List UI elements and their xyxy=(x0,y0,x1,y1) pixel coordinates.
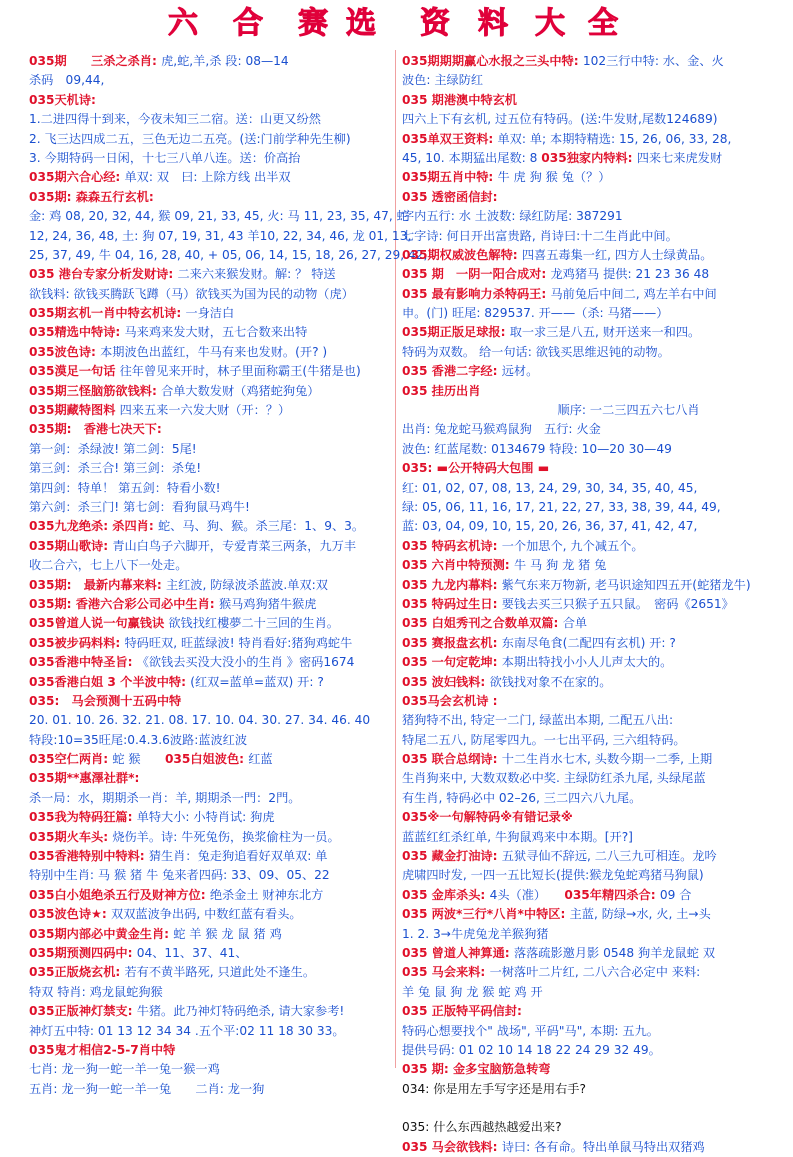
section-heading: 035期: 最新内幕来料: xyxy=(29,577,166,592)
section-text: 特别中生肖: 马 猴 猪 牛 兔来者四码: 33、09、05、22 xyxy=(29,868,330,883)
section-text: 五肖: 龙一狗一蛇一羊一兔 二肖: 龙一狗 xyxy=(29,1081,265,1096)
title-char-5: 资 xyxy=(420,6,450,41)
section-heading: 035期 三杀之杀肖: xyxy=(29,54,162,68)
section-heading: 035 马会欲钱料: xyxy=(402,1139,502,1154)
section-text: 12, 24, 36, 48, 土: 狗 07, 19, 31, 43 羊10, 22, 34, 46, 龙 01, 13, xyxy=(29,228,412,243)
right-line xyxy=(402,246,782,265)
section-text: 取一求三是八五, 财开送来一和四。 xyxy=(509,325,701,340)
section-heading: 035 白姐秀刊之合数单双篇: xyxy=(402,616,563,631)
section-text: 马前兔后中间二, 鸡左羊右中间 xyxy=(550,286,717,301)
left-line xyxy=(29,653,392,672)
title-char-8: 全 xyxy=(588,6,618,41)
right-line xyxy=(402,1041,782,1060)
section-text: 顺序: 一二三四五六七八肖 xyxy=(484,403,700,418)
section-text: 申。(门) 旺尾: 829537. 开——（杀: 马猪——） xyxy=(402,306,669,321)
left-line xyxy=(29,323,392,342)
section-heading: 035期: 香港六合彩公司必中生肖: xyxy=(29,596,219,611)
section-text: 第三剑：杀三合! 第三剑：杀兔! xyxy=(29,461,202,476)
section-text: 远材。 xyxy=(501,364,539,379)
right-line xyxy=(402,343,782,362)
right-line xyxy=(402,1060,782,1079)
title-char-2: 合 xyxy=(233,6,263,41)
section-text: 五狱寻仙不辞远, 二八三九可相连。龙吟 xyxy=(501,849,717,864)
left-line xyxy=(29,614,392,633)
section-text: 十二生肖水七木, 头数今期一二季, 上期 xyxy=(501,752,713,767)
right-line xyxy=(402,323,782,342)
page-title xyxy=(0,4,793,48)
section-text: 特双 特肖: 鸡龙鼠蛇狗猴 xyxy=(29,984,163,999)
left-line xyxy=(29,1022,392,1041)
section-text: 虎啸四时发, 一四一五比短长(提供:猴龙兔蛇鸡猪马狗鼠) xyxy=(402,868,704,883)
left-line xyxy=(29,595,392,614)
section-text: 牛 马 狗 龙 猪 兔 xyxy=(513,558,607,573)
section-heading: 035香港特别中特料: xyxy=(29,849,149,864)
section-text: 牛 虎 狗 猴 兔（？） xyxy=(497,170,611,185)
section-text: 蛇 羊 猴 龙 鼠 猪 鸡 xyxy=(173,926,282,941)
section-text: 若有不黄半路死, 只道此处不逢生。 xyxy=(124,965,316,980)
section-heading: 035 九龙内幕料: xyxy=(402,577,502,592)
section-text: 金: 鸡 08, 20, 32, 44, 猴 09, 21, 33, 45, 火: 马 11, 23, 35, 47, 蛇 xyxy=(29,209,409,224)
title-char-7: 大 xyxy=(535,6,565,41)
left-line xyxy=(29,556,392,575)
section-text: 字内五行: 水 土波数: 绿红防尾: 387291 xyxy=(402,209,623,224)
left-line xyxy=(29,188,392,207)
left-line xyxy=(29,110,392,129)
section-text: 要钱去买三只猴子五只鼠。 密码《2651》 xyxy=(501,596,734,611)
right-line xyxy=(402,692,782,711)
section-heading: 035期山歌诗: xyxy=(29,538,113,553)
section-heading: 035白小姐绝杀五行及财神方位: xyxy=(29,887,210,902)
section-heading: 035我为特码狂篇: xyxy=(29,810,137,825)
section-heading: 035波色诗★: xyxy=(29,907,112,922)
right-line xyxy=(402,576,782,595)
section-text: 034: 你是用左手写字还是用右手? xyxy=(402,1081,586,1096)
section-heading: 035期内部必中黄金生肖: xyxy=(29,926,174,941)
left-line xyxy=(29,634,392,653)
left-line xyxy=(29,479,392,498)
section-heading: 035波色诗: xyxy=(29,344,101,359)
right-line xyxy=(402,265,782,284)
right-line xyxy=(402,304,782,323)
right-line xyxy=(402,886,782,905)
right-line xyxy=(402,808,782,827)
section-heading: 035 期港澳中特玄机 xyxy=(402,92,517,107)
section-text: 红: 01, 02, 07, 08, 13, 24, 29, 30, 34, 35, 40, 45, xyxy=(402,480,698,495)
right-column xyxy=(402,52,782,1154)
section-heading: 035年精四杀合: xyxy=(564,887,660,902)
section-text: 二来六来猴发财。解: ？ 特送 xyxy=(177,267,336,282)
section-heading: 035空仁两肖: xyxy=(29,752,113,767)
section-text: 1.二进四得十到来，今夜未知三二宿。送：山更又纷然 xyxy=(29,112,321,127)
right-line xyxy=(402,614,782,633)
section-text: 落落疏影邀月影 0548 狗羊龙鼠蛇 双 xyxy=(513,945,716,960)
right-line xyxy=(402,1099,782,1118)
left-line xyxy=(29,828,392,847)
right-line xyxy=(402,866,782,885)
left-column xyxy=(29,52,428,1096)
section-heading: 035期: 香港七决天下: xyxy=(29,422,162,437)
left-line xyxy=(29,847,392,866)
right-line xyxy=(402,382,782,401)
left-line xyxy=(29,71,392,90)
section-text: 一树落叶二片红, 二八六合必定中 来料: xyxy=(489,965,701,980)
section-text: 烧伤羊。诗: 牛死兔伤，换浆偷柱为一员。 xyxy=(112,829,340,844)
section-heading: 035鬼才相信2-5-7肖中特 xyxy=(29,1042,176,1057)
section-text: 本期出特找小小人儿声太大的。 xyxy=(501,655,673,670)
section-text: 45, 10. 本期猛出尾数: 8 xyxy=(402,150,542,165)
left-line xyxy=(29,769,392,788)
right-line xyxy=(402,595,782,614)
section-heading: 035独家内特料: xyxy=(541,150,637,165)
left-line xyxy=(29,168,392,187)
section-text: 特码心想要找个" 战场", 平码"马", 本期: 五九。 xyxy=(402,1023,659,1038)
right-line xyxy=(402,285,782,304)
section-text: 猴马鸡狗猪牛猴虎 xyxy=(218,596,317,611)
section-text: 四喜五毒集一红, 四方人士绿黄品。 xyxy=(521,247,713,262)
section-heading: 035九龙绝杀: 杀四肖: xyxy=(29,519,158,534)
left-line xyxy=(29,886,392,905)
section-text: 波色: 红蓝尾数: 0134679 特段: 10—20 30—49 xyxy=(402,441,672,456)
section-heading: 035 一句定乾坤: xyxy=(402,655,502,670)
right-line xyxy=(402,149,782,168)
section-heading: 035期藏特图料 xyxy=(29,403,120,418)
right-line xyxy=(402,1118,782,1137)
left-line xyxy=(29,285,392,304)
right-line xyxy=(402,963,782,982)
left-line xyxy=(29,265,392,284)
right-line xyxy=(402,227,782,246)
column-divider xyxy=(395,50,396,1068)
section-heading: 035: 马会预测十五码中特 xyxy=(29,693,182,708)
right-line xyxy=(402,440,782,459)
section-heading: 035 波妇钱料: xyxy=(402,674,490,689)
left-line xyxy=(29,576,392,595)
title-char-1: 六 xyxy=(168,6,198,41)
section-text: 生肖狗来中, 大数双数必中奖. 主绿防红杀九尾, 头绿尾蓝 xyxy=(402,771,706,786)
section-text: 一个加思个, 九个减五个。 xyxy=(501,538,644,553)
right-line xyxy=(402,1138,782,1157)
section-text: 神灯五中特: 01 13 12 34 34 .五个平:02 11 18 30 33。 xyxy=(29,1023,345,1038)
section-text: 04、11、37、41、 xyxy=(136,945,248,960)
section-text: 一身洁白 xyxy=(185,306,235,321)
left-line xyxy=(29,149,392,168)
right-line xyxy=(402,401,782,420)
left-line xyxy=(29,498,392,517)
section-text: 合单大数发财（鸡猪蛇狗兔） xyxy=(161,383,320,398)
left-line xyxy=(29,1002,392,1021)
section-text: 035: 什么东西越热越爱出来? xyxy=(402,1120,562,1135)
left-line xyxy=(29,440,392,459)
right-line xyxy=(402,110,782,129)
left-line xyxy=(29,91,392,110)
left-line xyxy=(29,304,392,323)
section-text: 四来七来虎发财 xyxy=(636,150,723,165)
section-text: 单双: 单; 本期特精选: 15, 26, 06, 33, 28, xyxy=(497,131,732,146)
left-line xyxy=(29,537,392,556)
section-heading: 035期正版足球报: xyxy=(402,325,510,340)
section-text: 欲钱料: 欲钱买腾跃飞蹲（马）欲钱买为国为民的动物（虎） xyxy=(29,286,354,301)
right-line xyxy=(402,905,782,924)
section-heading: 035曾道人说一句赢钱诀 xyxy=(29,616,169,631)
right-line xyxy=(402,537,782,556)
section-text: 25, 37, 49, 牛 04, 16, 28, 40, + 05, 06, 14, 15, 18, 26, 27, 29, 42, xyxy=(29,247,428,262)
section-heading: 035单双王资料: xyxy=(402,131,498,146)
section-text: 虎,蛇,羊,杀 段: 08—14 xyxy=(161,54,289,68)
section-heading: 035 金库杀头: xyxy=(402,887,490,902)
section-text: 有生肖, 特码必中 02–26, 三二四六八九尾。 xyxy=(402,790,642,805)
section-text: 猜生肖：兔走狗追看好双单双: 单 xyxy=(148,849,328,864)
section-heading: 035期玄机一肖中特玄机诗: xyxy=(29,306,186,321)
section-text: 欲钱找对象不在家的。 xyxy=(489,674,612,689)
section-text: 红蓝 xyxy=(248,752,273,767)
left-line xyxy=(29,420,392,439)
right-line xyxy=(402,207,782,226)
section-text: 青山白鸟子六脚开，专爱青菜三两条，九万丰 xyxy=(112,538,357,553)
right-line xyxy=(402,1022,782,1041)
section-heading: 035 正版特平码信封: xyxy=(402,1004,522,1019)
left-line xyxy=(29,750,392,769)
section-heading: 035 特码过生日: xyxy=(402,596,502,611)
section-heading: 035: ▬公开特码大包围 ▬ xyxy=(402,461,550,476)
left-line xyxy=(29,711,392,730)
section-text: 双双蓝波争出码, 中数红蓝有看头。 xyxy=(111,907,302,922)
section-heading: 035 藏金打油诗: xyxy=(402,849,502,864)
right-line xyxy=(402,71,782,90)
section-text: 第四剑：特单！ 第五剑：特看小数! xyxy=(29,480,221,495)
right-line xyxy=(402,944,782,963)
section-heading: 035被步码料料: xyxy=(29,635,125,650)
section-heading: 035 挂历出肖 xyxy=(402,383,481,398)
section-text: 特码为双数。 给一句话: 欲钱买思维迟钝的动物。 xyxy=(402,344,670,359)
left-line xyxy=(29,808,392,827)
right-line xyxy=(402,828,782,847)
section-text: 蓝蓝红红杀红单, 牛狗鼠鸡来中本期。[开?] xyxy=(402,829,633,844)
left-line xyxy=(29,1060,392,1079)
section-heading: 035 马会来料: xyxy=(402,965,490,980)
section-text: 龙鸡猪马 提供: 21 23 36 48 xyxy=(550,267,710,282)
right-line xyxy=(402,168,782,187)
section-text: 牛猪。此乃神灯特码绝杀, 请大家参考! xyxy=(136,1004,345,1019)
left-line xyxy=(29,731,392,750)
section-text: 主蓝, 防绿→水, 火, 土→头 xyxy=(569,907,711,922)
section-text: (红双=蓝单=蓝双) 开: ? xyxy=(190,674,324,689)
section-text: 特码旺双, 旺蓝绿波! 特肖看好:猪狗鸡蛇牛 xyxy=(124,635,353,650)
left-line xyxy=(29,963,392,982)
left-line xyxy=(29,362,392,381)
right-line xyxy=(402,847,782,866)
section-text: 杀一局：水，期期杀一肖：羊, 期期杀一門：2門。 xyxy=(29,790,301,805)
section-heading: 035白姐波色: xyxy=(164,752,249,767)
section-heading: 035 六肖中特预测: xyxy=(402,558,514,573)
right-line xyxy=(402,673,782,692)
section-text: 四来五来一六发大财（开：？） xyxy=(119,403,291,418)
section-text: 绝杀金土 财神东北方 xyxy=(209,887,324,902)
section-heading: 035 赛报盘玄机: xyxy=(402,635,502,650)
right-line xyxy=(402,420,782,439)
section-text: 1. 2. 3→牛虎兔龙羊猴狗猪 xyxy=(402,926,549,941)
right-line xyxy=(402,769,782,788)
section-heading: 035 香港二字经: xyxy=(402,364,502,379)
section-text: 猪狗特不出, 特定一二门, 绿蓝出本期, 二配五八出: xyxy=(402,713,674,728)
section-heading: 035精选中特诗: xyxy=(29,325,125,340)
right-line xyxy=(402,750,782,769)
right-line xyxy=(402,517,782,536)
section-heading: 035期六合心经: xyxy=(29,170,125,185)
title-char-4: 选 xyxy=(346,6,376,41)
left-line xyxy=(29,1041,392,1060)
section-heading: 035香港中特圣旨: xyxy=(29,655,137,670)
right-line xyxy=(402,925,782,944)
section-heading: 035期**惠澤社群*: xyxy=(29,771,140,786)
section-text: 马来鸡来发大财，五七合数来出特 xyxy=(124,325,308,340)
section-text: 提供号码: 01 02 10 14 18 22 24 29 32 49。 xyxy=(402,1042,661,1057)
right-line xyxy=(402,498,782,517)
right-line xyxy=(402,731,782,750)
section-text: 20. 01. 10. 26. 32. 21. 08. 17. 10. 04. 30. 27. 34. 46. 40 xyxy=(29,713,371,728)
section-heading: 035 期 一阴一阳合成对: xyxy=(402,267,551,282)
section-text: 09 合 xyxy=(659,887,692,902)
section-heading: 035期火车头: xyxy=(29,829,113,844)
section-text: 杀码 09,44, xyxy=(29,73,105,88)
section-text: 主红波, 防绿波杀蓝波.单双:双 xyxy=(165,577,328,592)
right-line xyxy=(402,711,782,730)
left-line xyxy=(29,227,412,246)
left-line xyxy=(29,459,392,478)
section-heading: 035 港台专家分析发财诗: xyxy=(29,267,178,282)
section-heading: 035正版烧玄机: xyxy=(29,965,125,980)
right-line xyxy=(402,130,782,149)
section-text: 单特大小: 小特肖试: 狗虎 xyxy=(136,810,275,825)
left-line xyxy=(29,517,392,536)
section-text: 收二合六，七上八下一处走。 xyxy=(29,558,188,573)
section-heading: 035马会玄机诗 : xyxy=(402,693,498,708)
right-line xyxy=(402,983,782,1002)
right-line xyxy=(402,459,782,478)
left-line xyxy=(29,343,392,362)
section-text: 3. 今期特码一日闲，十七三八单八连。送：价高抬 xyxy=(29,150,301,165)
left-line xyxy=(29,789,392,808)
left-line xyxy=(29,673,392,692)
section-text: 单双: 双 曰: 上除方线 出半双 xyxy=(124,170,291,185)
right-line xyxy=(402,634,782,653)
section-heading: 035正版神灯禁支: xyxy=(29,1004,137,1019)
section-text: 合单 xyxy=(562,616,588,631)
right-line xyxy=(402,362,782,381)
section-text: 东南尽龟食(二配四有玄机) 开: ? xyxy=(501,635,676,650)
section-heading: 035天机诗: xyxy=(29,92,96,107)
left-line xyxy=(29,1080,392,1099)
section-text: 蛇 猴 xyxy=(112,752,165,767)
left-line xyxy=(29,866,392,885)
left-line xyxy=(29,692,392,711)
left-line xyxy=(29,944,392,963)
section-text: 本期波色出蓝红，牛马有来也发财。(开? ) xyxy=(100,344,328,359)
right-line xyxy=(402,188,782,207)
left-line xyxy=(29,130,392,149)
section-text: 《欲钱去买没大没小的生肖 》密码1674 xyxy=(136,655,355,670)
section-heading: 035期五肖中特: xyxy=(402,170,498,185)
right-line xyxy=(402,1080,782,1099)
section-text: 诗曰: 各有命。特出单鼠马特出双猪鸡 xyxy=(501,1139,705,1154)
section-text: 第一剑：杀绿波! 第二剑：5尾! xyxy=(29,441,197,456)
section-heading: 035※一句解特码※有错记录※ xyxy=(402,810,573,825)
section-heading: 035 最有影响力杀特码王: xyxy=(402,286,551,301)
section-text: 特段:10=35旺尾:0.4.3.6波路:蓝波红波 xyxy=(29,732,248,747)
left-line xyxy=(29,207,409,226)
section-text: 第六剑：杀三门! 第七剑：看狗鼠马鸡牛! xyxy=(29,499,250,514)
right-line xyxy=(402,789,782,808)
right-line xyxy=(402,479,782,498)
section-text: 波色: 主绿防红 xyxy=(402,73,484,88)
section-heading: 035漠足一句话 xyxy=(29,364,120,379)
section-heading: 035期权威波色解特: xyxy=(402,247,522,262)
left-line xyxy=(29,925,392,944)
right-line xyxy=(402,52,782,71)
section-text: 102三行中特: 水、金、火 xyxy=(582,54,724,68)
section-text: 2. 飞三达四成二五，三色无边二五亮。(送:门前学种先生柳) xyxy=(29,131,351,146)
right-line xyxy=(402,556,782,575)
section-text: 七肖: 龙一狗一蛇一羊一兔一猴一鸡 xyxy=(29,1062,220,1077)
section-heading: 035期三怪脑筋欲钱料: xyxy=(29,383,162,398)
right-line xyxy=(402,653,782,672)
section-heading: 035期预测四码中: xyxy=(29,945,137,960)
section-text: 紫气东来万物新, 老马识途知四五开(蛇猪龙牛) xyxy=(501,577,751,592)
section-text: 绿: 05, 06, 11, 16, 17, 21, 22, 27, 33, 38, 39, 44, 49, xyxy=(402,499,721,514)
section-heading: 035期期期赢心水报之三头中特: xyxy=(402,54,583,68)
section-text: 往年曾见来开时，林子里面称霸王(牛猪是也) xyxy=(119,364,361,379)
left-line xyxy=(29,52,392,71)
section-heading: 035香港白姐 3 个半波中特: xyxy=(29,674,191,689)
section-heading: 035 特码玄机诗: xyxy=(402,538,502,553)
left-line xyxy=(29,983,392,1002)
section-text: 欲钱找红樓夢二十三回的生肖。 xyxy=(168,616,339,631)
section-text: 七字诗: 何日开出富贵路, 肖诗曰:十二生肖此中间。 xyxy=(402,228,678,243)
section-heading: 035 曾道人神算通: xyxy=(402,945,514,960)
section-text: 出肖: 兔龙蛇马猴鸡鼠狗 五行: 火金 xyxy=(402,422,601,437)
left-line xyxy=(29,401,392,420)
section-heading: 035 两波*三行*八肖*中特区: xyxy=(402,907,570,922)
section-text: 4头（准） xyxy=(489,887,565,902)
section-text: 蛇、马、狗、猴。杀三尾：1、9、3。 xyxy=(158,519,365,534)
title-char-3: 赛 xyxy=(298,6,328,41)
section-text: 蓝: 03, 04, 09, 10, 15, 20, 26, 36, 37, 41, 42, 47, xyxy=(402,519,698,534)
section-heading: 035 透密函信封: xyxy=(402,189,498,204)
left-line xyxy=(29,246,428,265)
title-char-6: 料 xyxy=(478,6,508,41)
section-text: 四六上下有玄机, 过五位有特码。(送:牛发财,尾数124689) xyxy=(402,112,718,127)
section-heading: 035期: 森森五行玄机: xyxy=(29,189,154,204)
left-line xyxy=(29,905,392,924)
section-heading: 035 联合总纲诗: xyxy=(402,752,502,767)
section-text: 特尾二五八, 防尾零四九。一七出平码, 三六组特码。 xyxy=(402,732,686,747)
section-heading: 035 期: 金多宝脑筋急转弯 xyxy=(402,1062,551,1077)
left-line xyxy=(29,382,392,401)
section-text: 羊 兔 鼠 狗 龙 猴 蛇 鸡 开 xyxy=(402,984,543,999)
right-line xyxy=(402,91,782,110)
right-line xyxy=(402,1002,782,1021)
